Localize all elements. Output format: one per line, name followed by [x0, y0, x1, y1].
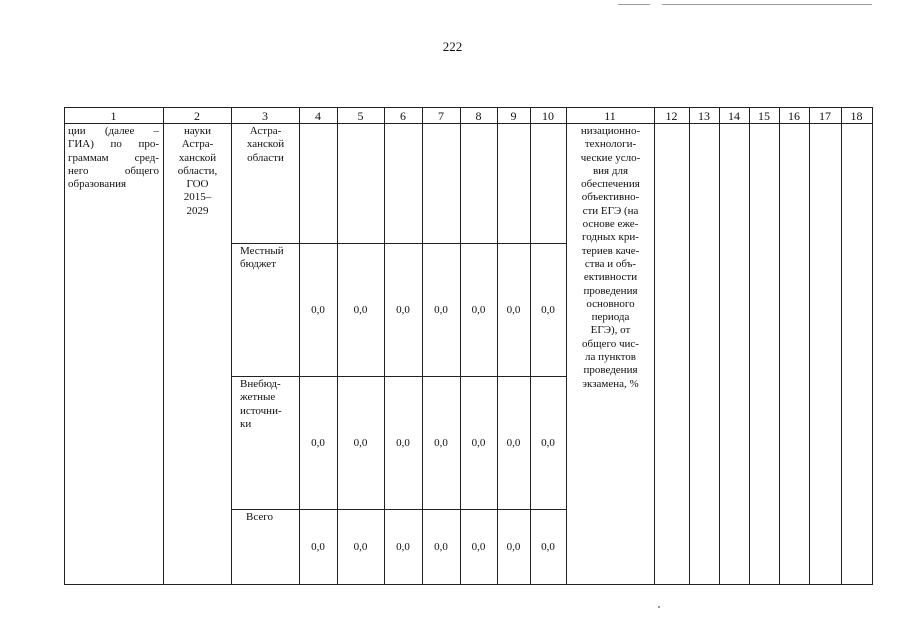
indicator-line: образования: [68, 178, 127, 191]
funding-source-local: Местный бюджет: [240, 245, 284, 271]
value-cell: 0,0: [541, 437, 555, 449]
top-edge-line: [662, 4, 872, 5]
value-cell: 0,0: [311, 541, 325, 553]
column-header-4: 4: [315, 109, 321, 123]
column-header-1: 1: [110, 109, 117, 123]
column-header-18: 18: [850, 109, 863, 123]
value-cell: 0,0: [353, 437, 368, 449]
column-header-17: 17: [819, 109, 831, 123]
value-cell: 0,0: [434, 437, 448, 449]
value-cell: 0,0: [541, 541, 555, 553]
scan-speck: [658, 606, 660, 608]
column-header-9: 9: [510, 109, 517, 123]
page-number: 222: [442, 39, 463, 54]
column-header-3: 3: [262, 109, 268, 123]
value-cell: 0,0: [396, 541, 410, 553]
value-cell: 0,0: [471, 437, 486, 449]
value-cell: 0,0: [541, 304, 555, 316]
value-cell: 0,0: [396, 437, 410, 449]
value-cell: 0,0: [353, 304, 368, 316]
column-header-8: 8: [475, 109, 482, 123]
indicator-description-cell: низационно- технологи- ческие усло- вия для обеспечения объективно- сти ЕГЭ (на основе еже- годных кри- териев каче- ства и объ- ективности проведения основного периода ЕГЭ), от общего чис- ла пунктов проведения экзамена, %: [580, 125, 641, 390]
column-header-16: 16: [788, 109, 800, 123]
value-cell: 0,0: [434, 541, 448, 553]
indicator-line: ГИА) по про-: [68, 138, 159, 151]
value-cell: 0,0: [396, 304, 410, 316]
indicator-name-cell: [68, 125, 159, 191]
column-header-6: 6: [400, 109, 406, 123]
value-cell: 0,0: [311, 304, 325, 316]
value-cell: 0,0: [506, 437, 521, 449]
value-cell: 0,0: [353, 541, 368, 553]
value-cell: 0,0: [311, 437, 325, 449]
column-header-10: 10: [542, 109, 554, 123]
value-cell: 0,0: [471, 541, 486, 553]
column-header-5: 5: [357, 109, 364, 123]
column-header-15: 15: [758, 109, 770, 123]
funding-source-total: Всего: [246, 511, 273, 523]
column-header-7: 7: [438, 109, 444, 123]
value-cell: 0,0: [434, 304, 448, 316]
value-cell: 0,0: [471, 304, 486, 316]
funding-source-regional: Астра- ханской области: [246, 125, 285, 164]
indicator-line: граммам сред-: [68, 151, 159, 164]
column-header-2: 2: [194, 109, 200, 123]
indicator-line: ции (далее –: [68, 125, 159, 137]
column-header-13: 13: [698, 109, 710, 123]
top-edge-line: [618, 4, 650, 5]
value-cell: 0,0: [506, 541, 521, 553]
column-header-14: 14: [728, 109, 740, 123]
funding-source-extrabudgetary: Внебюд- жетные источни- ки: [240, 378, 282, 430]
document-reference-cell: науки Астра- ханской области, ГОО 2015– 2029: [177, 125, 218, 217]
value-cell: 0,0: [506, 304, 521, 316]
column-header-12: 12: [665, 109, 678, 123]
column-header-11: 11: [604, 109, 616, 123]
indicator-line: него общего: [68, 164, 159, 177]
